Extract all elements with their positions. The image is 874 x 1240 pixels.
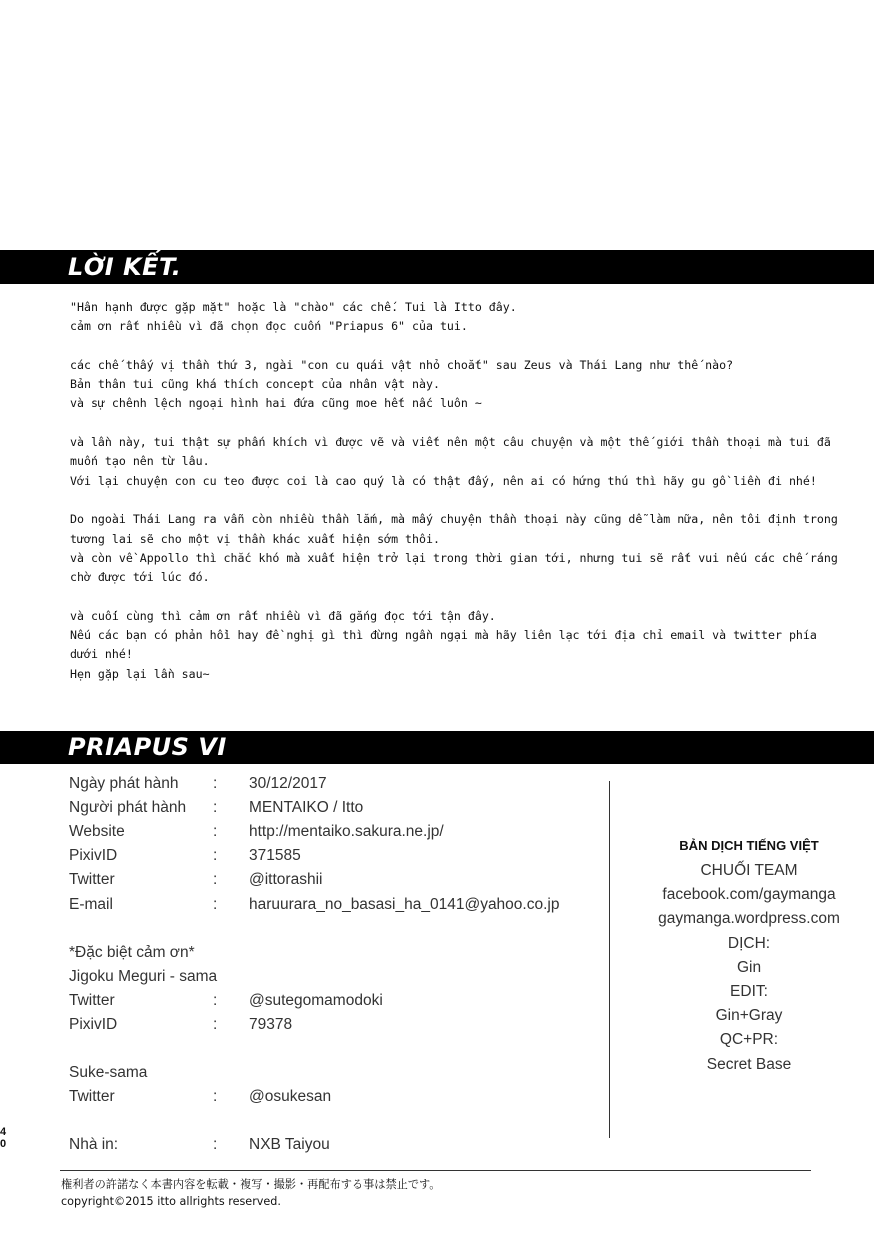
page-number	[0, 1126, 10, 1150]
pixiv-row	[69, 847, 609, 871]
thanks2-twitter-value: @osukesan	[249, 1088, 332, 1105]
afterword-line: Do ngoài Thái Lang ra vẫn còn nhiều thần lắm, mà mấy chuyện thần thoại này cũng dễ làm nữa, nên tôi định trong tương lai sẽ cho một vị thần khác xuất hiện sớm thôi.	[70, 512, 838, 546]
thanks2-twitter-row	[69, 1088, 609, 1112]
thanks2-twitter-label: Twitter	[69, 1088, 115, 1105]
credits-line: Gin	[736, 958, 762, 976]
afterword-line: các chế thấy vị thần thứ 3, ngài "con cu quái vật nhỏ choắt" sau Zeus và Thái Lang như thế nào?	[70, 357, 734, 372]
afterword-text	[70, 298, 840, 703]
twitter-label: Twitter	[69, 871, 115, 888]
footer-notice: 権利者の許諾なく本書内容を転載・複写・撮影・再配布する事は禁止です。	[61, 1178, 441, 1191]
afterword-line: cảm ơn rất nhiều vì đã chọn đọc cuốn "Priapus 6" của tui.	[70, 319, 468, 334]
column-divider	[609, 781, 610, 1138]
credits-line: gaymanga.wordpress.com	[658, 910, 840, 928]
afterword-heading: LỜI KẾT.	[68, 253, 182, 281]
pixiv-value: 371585	[249, 847, 301, 864]
colon: :	[213, 992, 218, 1009]
colon: :	[213, 896, 218, 913]
colon: :	[213, 775, 218, 792]
afterword-line: và lần này, tui thật sự phấn khích vì được vẽ và viết nên một câu chuyện và một thế giới thần thoại mà tui đã muốn tạo nên từ lâu.	[70, 435, 831, 469]
email-row	[69, 896, 609, 920]
thanks1-pixiv-row	[69, 1016, 609, 1040]
thanks1-pixiv-value: 79378	[249, 1016, 293, 1033]
book-title-banner	[0, 731, 874, 764]
footer	[61, 1176, 440, 1210]
thanks2-name: Suke-sama	[69, 1064, 148, 1081]
credits-line: DỊCH:	[727, 934, 771, 952]
website-label: Website	[69, 823, 125, 840]
email-label: E-mail	[69, 896, 113, 913]
thanks1-name: Jigoku Meguri - sama	[69, 968, 218, 985]
thanks-heading: *Đặc biệt cảm ơn*	[69, 944, 195, 961]
footer-copyright: copyright©2015 itto allrights reserved.	[61, 1195, 281, 1208]
thanks1-pixiv-label: PixivID	[69, 1016, 118, 1033]
afterword-line: và cuối cùng thì cảm ơn rất nhiều vì đã gắng đọc tới tận đây.	[70, 608, 496, 623]
book-title: PRIAPUS VI	[68, 733, 227, 761]
credits-line: Gin+Gray	[715, 1007, 783, 1025]
credits-line: EDIT:	[730, 982, 768, 1000]
website-link[interactable]: http://mentaiko.sakura.ne.jp/	[249, 823, 444, 840]
printer-row	[69, 1136, 609, 1160]
email-value[interactable]: haruurara_no_basasi_ha_0141@yahoo.co.jp	[249, 896, 560, 913]
colon: :	[213, 823, 218, 840]
release-row	[69, 775, 609, 799]
afterword-paragraph	[70, 510, 840, 587]
colon: :	[213, 1136, 218, 1153]
thanks1-twitter-value: @sutegomamodoki	[249, 992, 383, 1009]
afterword-paragraph	[70, 433, 840, 491]
credits-title: BẢN DỊCH TIẾNG VIỆT	[679, 838, 819, 853]
afterword-paragraph	[70, 298, 840, 337]
colon: :	[213, 871, 218, 888]
colon: :	[213, 1088, 218, 1105]
publisher-row	[69, 799, 609, 823]
credits-line: CHUỐI TEAM	[700, 862, 798, 879]
afterword-line: Nếu các bạn có phản hồi hay đề nghị gì thì đừng ngần ngại mà hãy liên lạc tới địa chỉ email và twitter phía dưới nhé!	[70, 628, 817, 662]
twitter-row	[69, 871, 609, 895]
afterword-line: và sự chênh lệch ngoại hình hai đứa cũng moe hết nấc luôn ~	[70, 396, 482, 411]
printer-label: Nhà in:	[69, 1136, 119, 1153]
publisher-label: Người phát hành	[69, 799, 187, 816]
release-value: 30/12/2017	[249, 775, 327, 792]
colon: :	[213, 799, 218, 816]
afterword-line: Hẹn gặp lại lần sau~	[70, 666, 210, 681]
footer-divider	[60, 1170, 811, 1171]
twitter-value: @ittorashii	[249, 871, 323, 888]
page-number-digit: 4	[0, 1126, 7, 1138]
afterword-paragraph	[70, 356, 840, 414]
afterword-paragraph	[70, 607, 840, 684]
credits-line: QC+PR:	[719, 1031, 779, 1049]
afterword-banner	[0, 250, 874, 284]
printer-value: NXB Taiyou	[249, 1136, 330, 1153]
credits-line: Secret Base	[706, 1055, 792, 1073]
thanks1-twitter-label: Twitter	[69, 992, 115, 1009]
release-label: Ngày phát hành	[69, 775, 179, 792]
website-row	[69, 823, 609, 847]
page-number-digit: 0	[0, 1138, 7, 1150]
colon: :	[213, 1016, 218, 1033]
pixiv-label: PixivID	[69, 847, 118, 864]
publisher-value: MENTAIKO / Itto	[249, 799, 364, 816]
colon: :	[213, 847, 218, 864]
afterword-line: "Hân hạnh được gặp mặt" hoặc là "chào" các chế. Tui là Itto đây.	[70, 300, 517, 314]
afterword-line: Bản thân tui cũng khá thích concept của nhân vật này.	[70, 377, 440, 392]
translation-credits	[630, 833, 868, 1077]
afterword-line: và còn về Appollo thì chắc khó mà xuất hiện trở lại trong thời gian tới, nhưng tui sẽ rất vui nếu các chế ráng chờ được tới lúc đó.	[70, 550, 838, 585]
credits-line: facebook.com/gaymanga	[662, 886, 836, 904]
thanks1-twitter-row	[69, 992, 609, 1016]
afterword-line: Với lại chuyện con cu teo được coi là cao quý là có thật đấy, nên ai có hứng thú thì hãy gu gồ liền đi nhé!	[70, 473, 817, 488]
